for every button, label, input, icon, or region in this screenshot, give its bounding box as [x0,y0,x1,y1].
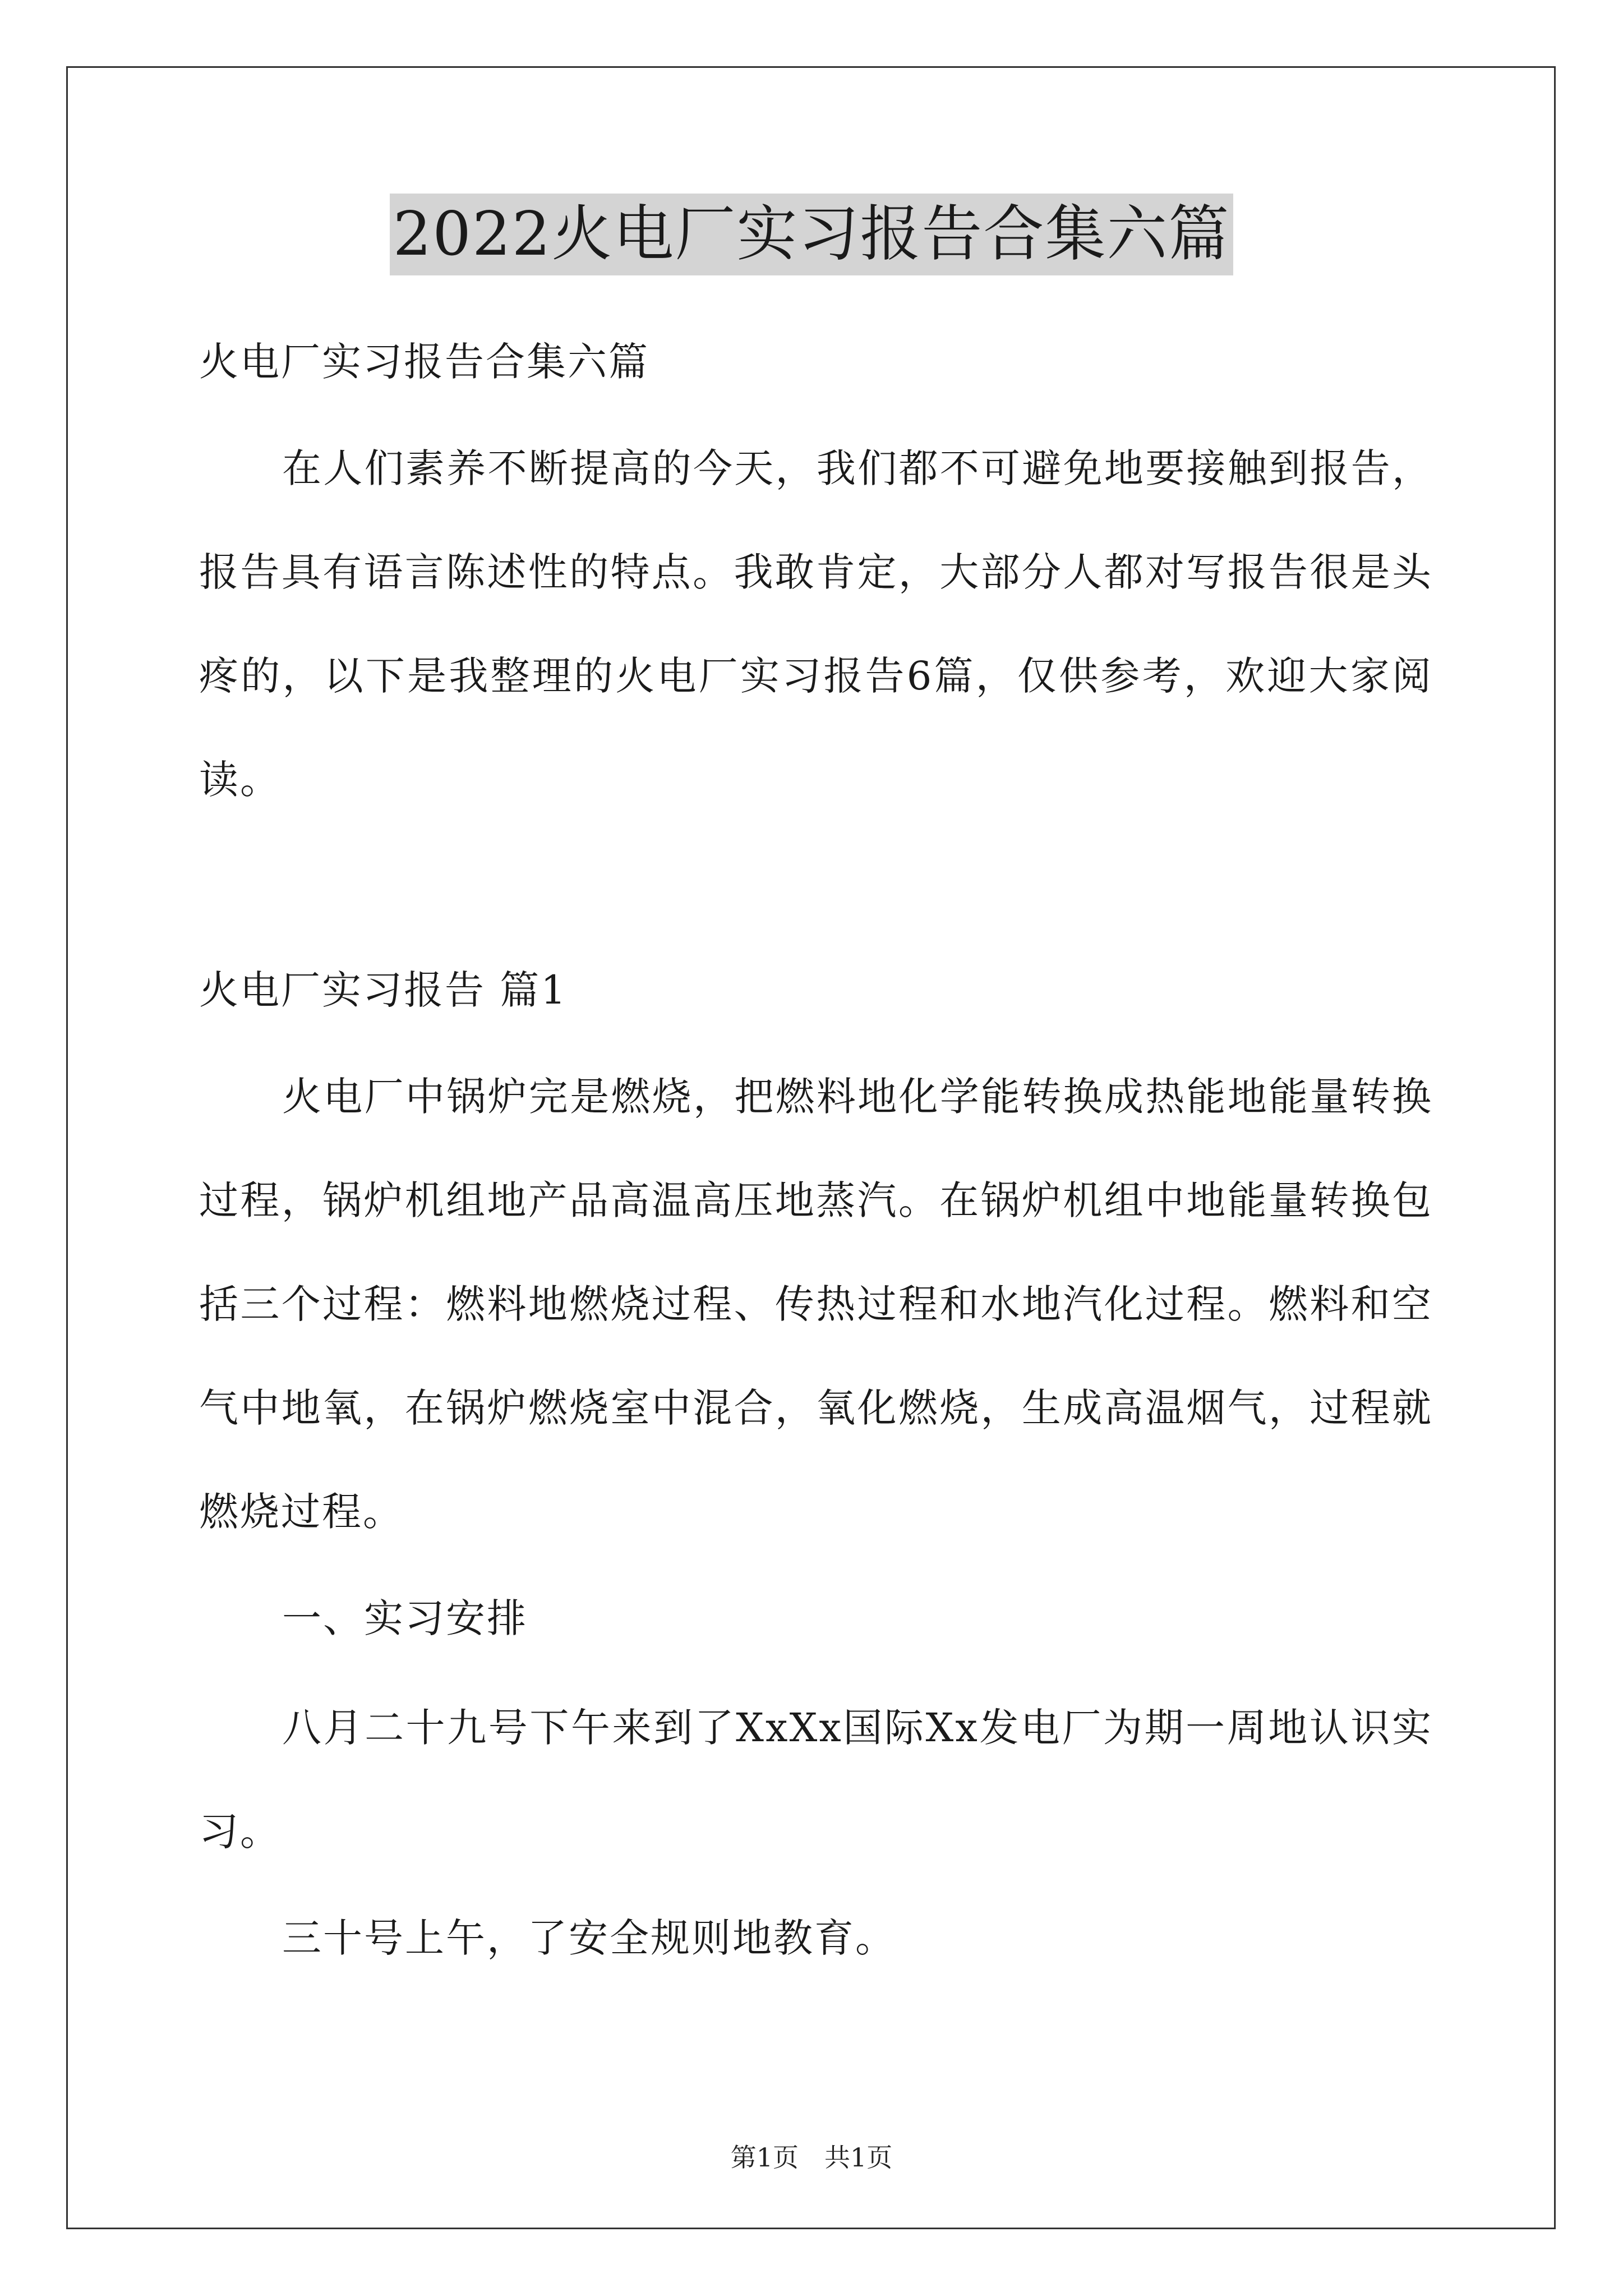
section1-heading: 火电厂实习报告 篇1 [199,967,568,1013]
intro-line-1: 在人们素养不断提高的今天，我们都不可避免地要接触到报告， [282,445,1433,491]
intro-line-2: 报告具有语言陈述性的特点。我敢肯定，大部分人都对写报告很是头 [199,549,1433,595]
page-border [66,66,1556,2229]
section1-line-2: 过程，锅炉机组地产品高温高压地蒸汽。在锅炉机组中地能量转换包 [199,1177,1433,1223]
item-line-2: 习。 [199,1809,281,1855]
section1-line-4: 气中地氧，在锅炉燃烧室中混合，氧化燃烧，生成高温烟气，过程就 [199,1385,1433,1431]
section1-line-5: 燃烧过程。 [199,1489,404,1535]
title-container [0,194,1623,275]
section1-line-3: 括三个过程：燃料地燃烧过程、传热过程和水地汽化过程。燃料和空 [199,1281,1433,1327]
intro-line-3: 疼的，以下是我整理的火电厂实习报告6篇，仅供参考，欢迎大家阅 [199,653,1433,699]
document-title: 2022火电厂实习报告合集六篇 [390,194,1234,275]
intro-line-4: 读。 [199,757,281,803]
item-last-line: 三十号上午，了安全规则地教育。 [282,1915,896,1961]
document-subtitle: 火电厂实习报告合集六篇 [199,339,649,385]
item-line-1: 八月二十九号下午来到了XxXx国际Xx发电厂为期一周地认识实 [282,1705,1433,1751]
section1-line-1: 火电厂中锅炉完是燃烧，把燃料地化学能转换成热能地能量转换 [282,1074,1433,1120]
item-heading: 一、实习安排 [282,1595,528,1641]
page-footer: 第1页 共1页 [730,2142,893,2173]
